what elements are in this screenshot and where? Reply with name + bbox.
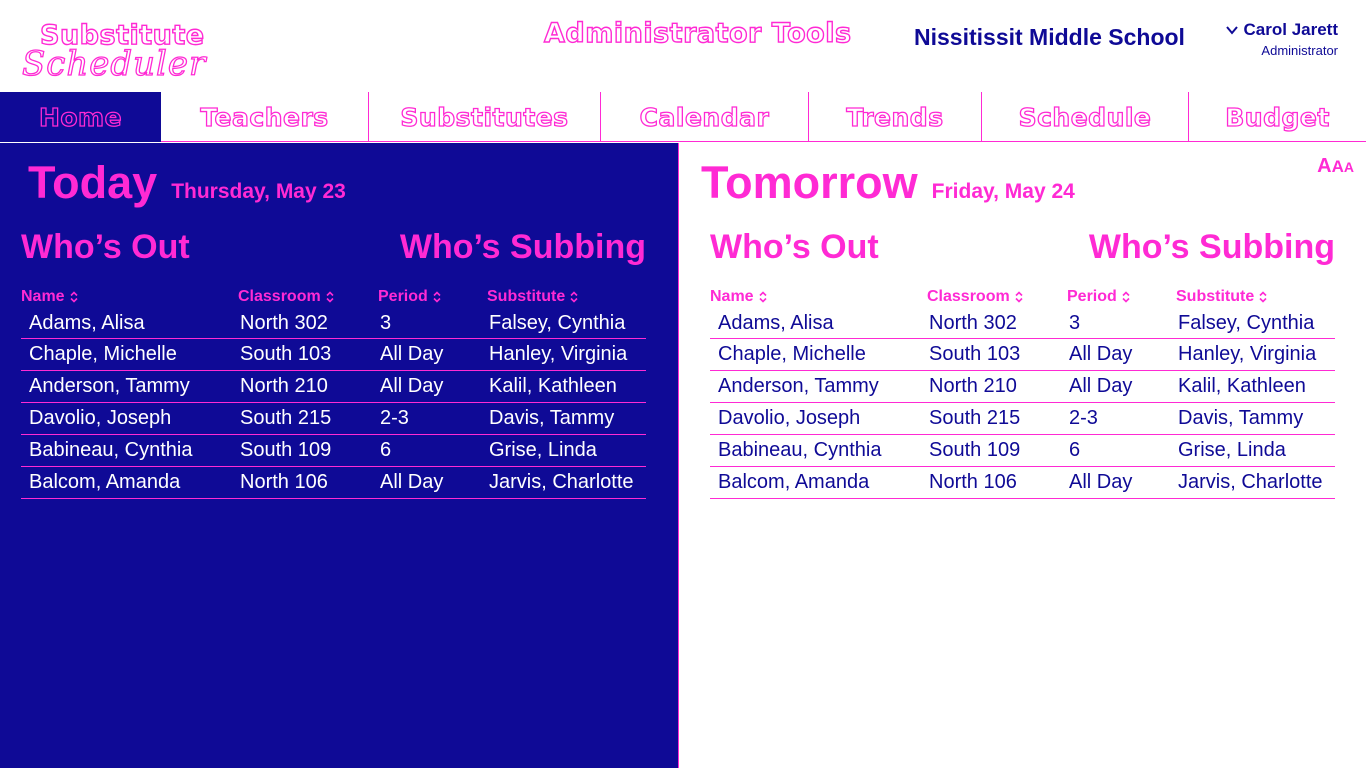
text-size-small[interactable]: A (1343, 159, 1354, 175)
cell-classroom: South 215 (927, 402, 1067, 434)
tomorrow-whos-subbing-heading: Who’s Subbing (1088, 228, 1335, 266)
today-header (28, 157, 346, 209)
tomorrow-date: Friday, May 24 (931, 180, 1075, 203)
cell-substitute: Falsey, Cynthia (1176, 306, 1335, 338)
sort-icon[interactable] (325, 291, 335, 303)
tab-teachers[interactable]: Teachers (161, 92, 369, 142)
cell-substitute: Hanley, Virginia (487, 338, 646, 370)
tomorrow-header (701, 157, 1075, 209)
tomorrow-panel (678, 143, 1366, 768)
sort-icon[interactable] (432, 291, 442, 303)
today-absence-table (21, 288, 646, 499)
column-header-label: Classroom (238, 288, 321, 305)
cell-name: Adams, Alisa (710, 306, 927, 338)
sort-icon[interactable] (569, 291, 579, 303)
app-logo[interactable] (22, 18, 212, 82)
today-whos-out-heading: Who’s Out (21, 228, 190, 266)
school-name: Nissitissit Middle School (914, 24, 1185, 50)
table-row[interactable] (710, 338, 1335, 370)
cell-period: 2-3 (378, 402, 487, 434)
sort-icon[interactable] (758, 291, 768, 303)
tab-calendar[interactable]: Calendar (601, 92, 809, 142)
table-row[interactable] (21, 338, 646, 370)
main-nav-tabs (0, 92, 1366, 142)
cell-name: Davolio, Joseph (710, 402, 927, 434)
table-row[interactable] (21, 306, 646, 338)
cell-period: All Day (378, 338, 487, 370)
cell-period: 3 (378, 306, 487, 338)
column-header-substitute[interactable] (487, 288, 646, 306)
column-header-label: Classroom (927, 288, 1010, 305)
today-whos-subbing-heading: Who’s Subbing (399, 228, 646, 266)
cell-period: All Day (378, 370, 487, 402)
column-header-name[interactable] (710, 288, 927, 306)
column-header-label: Name (21, 288, 65, 305)
today-panel (0, 143, 678, 768)
cell-classroom: South 215 (238, 402, 378, 434)
today-date: Thursday, May 23 (171, 180, 346, 203)
cell-classroom: South 103 (927, 338, 1067, 370)
table-row[interactable] (710, 434, 1335, 466)
table-row[interactable] (710, 306, 1335, 338)
cell-substitute: Davis, Tammy (487, 402, 646, 434)
table-row[interactable] (21, 466, 646, 498)
cell-period: 6 (378, 434, 487, 466)
table-row[interactable] (21, 370, 646, 402)
column-header-substitute[interactable] (1176, 288, 1335, 306)
cell-name: Adams, Alisa (21, 306, 238, 338)
cell-name: Anderson, Tammy (710, 370, 927, 402)
cell-classroom: North 106 (927, 466, 1067, 498)
column-header-label: Substitute (487, 288, 566, 305)
text-size-medium[interactable]: A (1331, 157, 1344, 176)
cell-substitute: Hanley, Virginia (1176, 338, 1335, 370)
cell-name: Balcom, Amanda (21, 466, 238, 498)
cell-period: All Day (1067, 338, 1176, 370)
cell-substitute: Jarvis, Charlotte (1176, 466, 1335, 498)
text-size-control[interactable] (1317, 155, 1354, 178)
cell-substitute: Falsey, Cynthia (487, 306, 646, 338)
tomorrow-absence-table (710, 288, 1335, 499)
cell-substitute: Jarvis, Charlotte (487, 466, 646, 498)
table-row[interactable] (710, 466, 1335, 498)
column-header-period[interactable] (1067, 288, 1176, 306)
cell-classroom: South 103 (238, 338, 378, 370)
tab-substitutes[interactable]: Substitutes (369, 92, 601, 142)
cell-classroom: South 109 (238, 434, 378, 466)
column-header-period[interactable] (378, 288, 487, 306)
tab-trends[interactable]: Trends (809, 92, 982, 142)
user-role: Administrator (1261, 43, 1338, 58)
table-row[interactable] (21, 434, 646, 466)
cell-substitute: Kalil, Kathleen (1176, 370, 1335, 402)
cell-name: Chaple, Michelle (710, 338, 927, 370)
tomorrow-title: Tomorrow (701, 157, 918, 208)
tab-home[interactable]: Home (0, 92, 161, 142)
table-header-row (710, 288, 1335, 306)
cell-name: Balcom, Amanda (710, 466, 927, 498)
column-header-label: Period (1067, 288, 1117, 305)
sort-icon[interactable] (1258, 291, 1268, 303)
tomorrow-whos-out-heading: Who’s Out (710, 228, 879, 266)
cell-classroom: North 302 (927, 306, 1067, 338)
cell-substitute: Grise, Linda (1176, 434, 1335, 466)
cell-classroom: North 210 (238, 370, 378, 402)
today-title: Today (28, 157, 158, 208)
column-header-label: Period (378, 288, 428, 305)
tab-schedule[interactable]: Schedule (982, 92, 1189, 142)
table-header-row (21, 288, 646, 306)
cell-substitute: Davis, Tammy (1176, 402, 1335, 434)
cell-classroom: North 302 (238, 306, 378, 338)
column-header-label: Name (710, 288, 754, 305)
cell-period: All Day (378, 466, 487, 498)
column-header-classroom[interactable] (238, 288, 378, 306)
today-section-headings (21, 228, 646, 267)
cell-name: Babineau, Cynthia (710, 434, 927, 466)
chevron-down-icon[interactable] (1226, 24, 1238, 36)
cell-period: 3 (1067, 306, 1176, 338)
user-name: Carol Jarett (1243, 20, 1338, 39)
table-row[interactable] (21, 402, 646, 434)
cell-period: 6 (1067, 434, 1176, 466)
section-title: Administrator Tools (544, 18, 852, 49)
cell-classroom: South 109 (927, 434, 1067, 466)
cell-substitute: Grise, Linda (487, 434, 646, 466)
cell-classroom: North 106 (238, 466, 378, 498)
logo-line-1: Substitute (40, 20, 205, 51)
table-row[interactable] (710, 402, 1335, 434)
tab-budget[interactable]: Budget (1225, 102, 1330, 132)
logo-line-2: Scheduler (22, 44, 207, 84)
cell-name: Babineau, Cynthia (21, 434, 238, 466)
cell-name: Chaple, Michelle (21, 338, 238, 370)
sort-icon[interactable] (69, 291, 79, 303)
cell-period: All Day (1067, 466, 1176, 498)
cell-period: 2-3 (1067, 402, 1176, 434)
tomorrow-section-headings (710, 228, 1335, 267)
user-menu[interactable] (1226, 20, 1338, 58)
cell-name: Anderson, Tammy (21, 370, 238, 402)
table-row[interactable] (710, 370, 1335, 402)
cell-substitute: Kalil, Kathleen (487, 370, 646, 402)
sort-icon[interactable] (1014, 291, 1024, 303)
column-header-classroom[interactable] (927, 288, 1067, 306)
cell-classroom: North 210 (927, 370, 1067, 402)
column-header-label: Substitute (1176, 288, 1255, 305)
cell-name: Davolio, Joseph (21, 402, 238, 434)
column-header-name[interactable] (21, 288, 238, 306)
cell-period: All Day (1067, 370, 1176, 402)
text-size-large[interactable]: A (1317, 155, 1332, 177)
sort-icon[interactable] (1121, 291, 1131, 303)
